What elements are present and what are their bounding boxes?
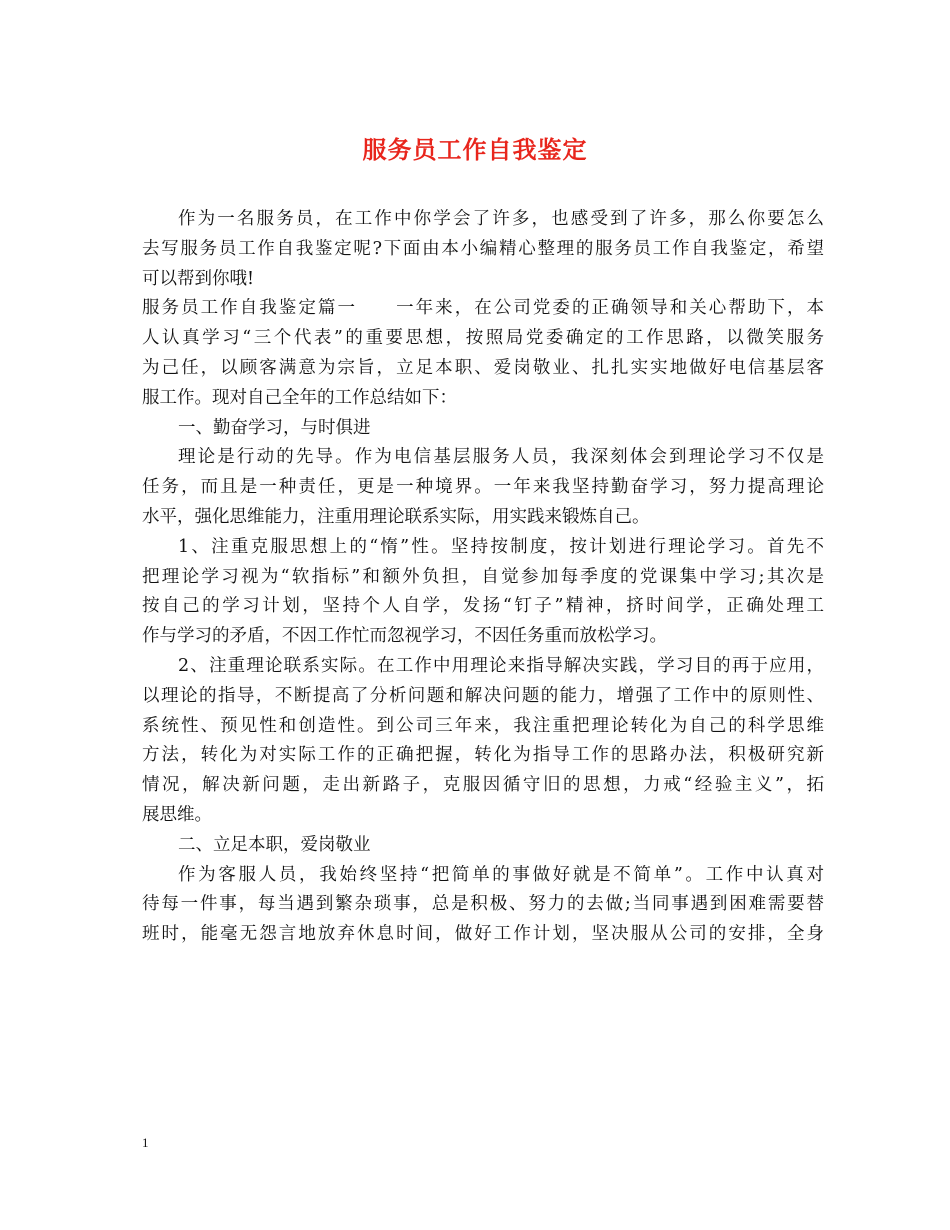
body-text-line: 一、勤奋学习，与时俱进 xyxy=(178,417,371,438)
body-text-line: 班时，能毫无怨言地放弃休息时间，做好工作计划，坚决服从公司的安排，全身 xyxy=(142,924,824,945)
body-text-line: 为己任，以顾客满意为宗旨，立足本职、爱岗敬业、扎扎实实地做好电信基层客 xyxy=(142,357,824,378)
body-text-line: 1、注重克服思想上的“惰”性。坚持按制度，按计划进行理论学习。首先不 xyxy=(178,536,824,557)
body-text-line: 水平，强化思维能力，注重用理论联系实际，用实践来锻炼自己。 xyxy=(142,506,650,527)
body-text-line: 作为一名服务员，在工作中你学会了许多，也感受到了许多，那么你要怎么 xyxy=(178,209,824,229)
body-text-line: 服工作。现对自己全年的工作总结如下： xyxy=(142,387,457,408)
body-text-line: 服务员工作自我鉴定篇一 一年来，在公司党委的正确领导和关心帮助下，本 xyxy=(142,298,824,319)
body-text-line: 作为客服人员，我始终坚持“把简单的事做好就是不简单”。工作中认真对 xyxy=(178,864,824,885)
document-body xyxy=(142,205,824,950)
body-text-line: 展思维。 xyxy=(142,804,212,825)
body-text-line: 把理论学习视为“软指标”和额外负担，自觉参加每季度的党课集中学习;其次是 xyxy=(142,566,824,587)
body-text-line: 以理论的指导，不断提高了分析问题和解决问题的能力，增强了工作中的原则性、 xyxy=(142,685,824,706)
document-title: 服务员工作自我鉴定 xyxy=(362,135,588,164)
page-number: 1 xyxy=(142,1135,149,1150)
body-text-line: 情况，解决新问题，走出新路子，克服因循守旧的思想，力戒“经验主义”，拓 xyxy=(142,775,824,796)
body-text-line: 理论是行动的先导。作为电信基层服务人员，我深刻体会到理论学习不仅是 xyxy=(178,447,824,468)
body-text-line: 2、注重理论联系实际。在工作中用理论来指导解决实践，学习目的再于应用， xyxy=(178,655,824,676)
body-text-line: 任务，而且是一种责任，更是一种境界。一年来我坚持勤奋学习，努力提高理论 xyxy=(142,477,824,498)
body-text-line: 按自己的学习计划，坚持个人自学，发扬“钉子”精神，挤时间学，正确处理工 xyxy=(142,596,824,617)
body-text-line: 二、立足本职，爱岗敬业 xyxy=(178,834,371,855)
body-text-line: 去写服务员工作自我鉴定呢?下面由本小编精心整理的服务员工作自我鉴定，希望 xyxy=(142,238,824,259)
body-text-line: 人认真学习“三个代表”的重要思想，按照局党委确定的工作思路，以微笑服务 xyxy=(142,328,824,349)
body-text-line: 方法，转化为对实际工作的正确把握，转化为指导工作的思路办法，积极研究新 xyxy=(142,745,824,766)
body-text-line: 系统性、预见性和创造性。到公司三年来，我注重把理论转化为自己的科学思维 xyxy=(142,715,824,736)
body-text-line: 可以帮到你哦! xyxy=(142,268,255,289)
body-text-line: 待每一件事，每当遇到繁杂琐事，总是积极、努力的去做;当同事遇到困难需要替 xyxy=(142,894,824,915)
body-text-line: 作与学习的矛盾，不因工作忙而忽视学习，不因任务重而放松学习。 xyxy=(142,626,667,647)
